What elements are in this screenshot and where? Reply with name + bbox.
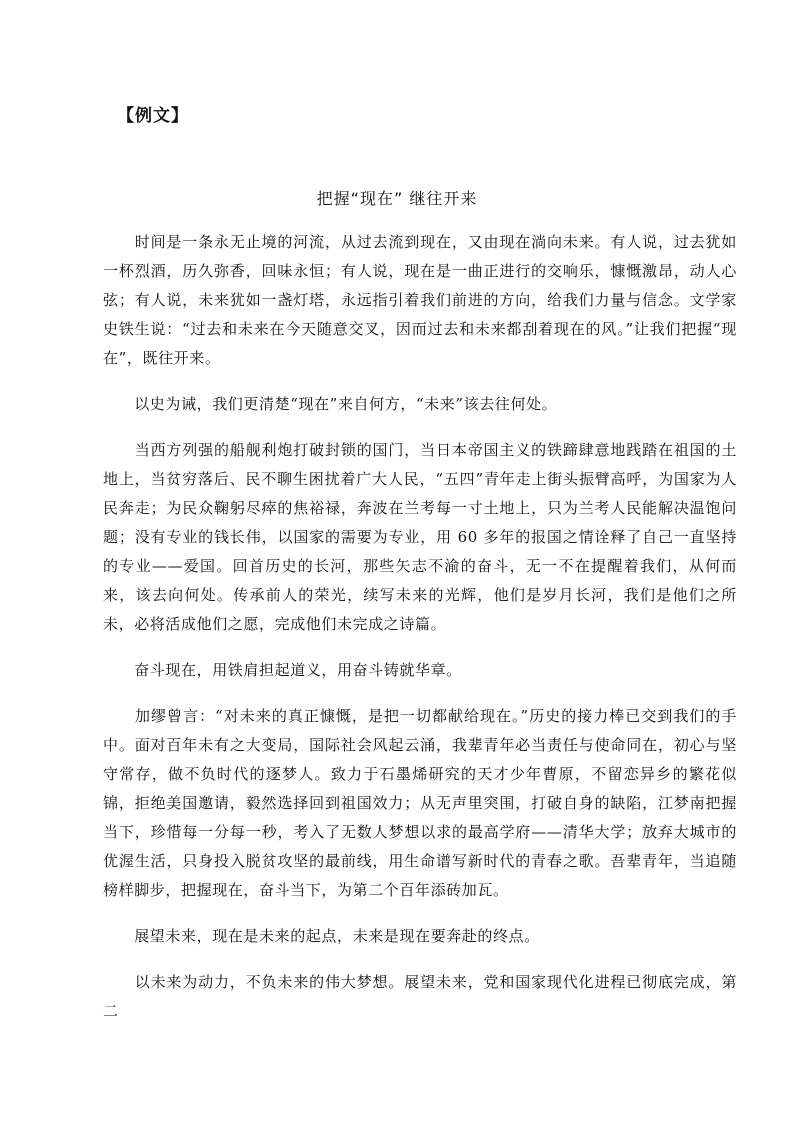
paragraph: 以史为诫，我们更清楚“现在”来自何方，“未来”该去往何处。 [103,395,558,413]
essay-body [103,228,737,1043]
paragraph: 展望未来，现在是未来的起点，未来是现在要奔赴的终点。 [103,927,540,945]
section-label: 【例文】 [117,106,189,126]
paragraph: 当西方列强的船舰利炮打破封锁的国门，当日本帝国主义的铁蹄肆意地践踏在祖国的土地上，当贫穷落后、民不聊生困扰着广大人民，“五四”青年走上街头振臂高呼，为国家为人民奔走；为民众鞠躬尽瘁的焦裕禄，奔波在兰考每一寸土地上，只为兰考人民能解决温饱问题；没有专业的钱长伟，以国家的需要为专业，用 60 多年的报国之情诠释了自己一直坚持的专业——爱国。回首历史的长河，那些矢志不渝的奋斗，无一不在提醒着我们，从何而来，该去向何处。传承前人的荣光，续写未来的光辉，他们是岁月长河，我们是他们之所未，必将活成他们之愿，完成他们未完成之诗篇。 [103,441,737,633]
paragraph: 奋斗现在，用铁肩担起道义，用奋斗铸就华章。 [103,661,462,679]
paragraph: 时间是一条永无止境的河流，从过去流到现在，又由现在淌向未来。有人说，过去犹如一杯烈酒，历久弥香，回味永恒；有人说，现在是一曲正进行的交响乐，慷慨激昂，动人心弦；有人说，未来犹如一盏灯塔，永远指引着我们前进的方向，给我们力量与信念。文学家史铁生说：“过去和未来在今天随意交叉，因而过去和未来都刮着现在的风。”让我们把握“现在”，既往开来。 [103,233,737,367]
paragraph: 以未来为动力，不负未来的伟大梦想。展望未来，党和国家现代化进程已彻底完成，第二 [103,973,737,1020]
paragraph: 加缪曾言：“对未来的真正慷慨，是把一切都献给现在。”历史的接力棒已交到我们的手中。面对百年未有之大变局，国际社会风起云涌，我辈青年必当责任与使命同在，初心与坚守常存，做不负时代的逐梦人。致力于石墨烯研究的天才少年曹原，不留恋异乡的繁花似锦，拒绝美国邀请，毅然选择回到祖国效力；从无声里突围，打破自身的缺陷，江梦南把握当下，珍惜每一分每一秒，考入了无数人梦想以求的最高学府——清华大学；放弃大城市的优渥生活，只身投入脱贫攻坚的最前线，用生命谱写新时代的青春之歌。吾辈青年，当追随榜样脚步，把握现在，奋斗当下，为第二个百年添砖加瓦。 [103,707,737,899]
essay-title: 把握“现在” 继往开来 [316,189,478,208]
